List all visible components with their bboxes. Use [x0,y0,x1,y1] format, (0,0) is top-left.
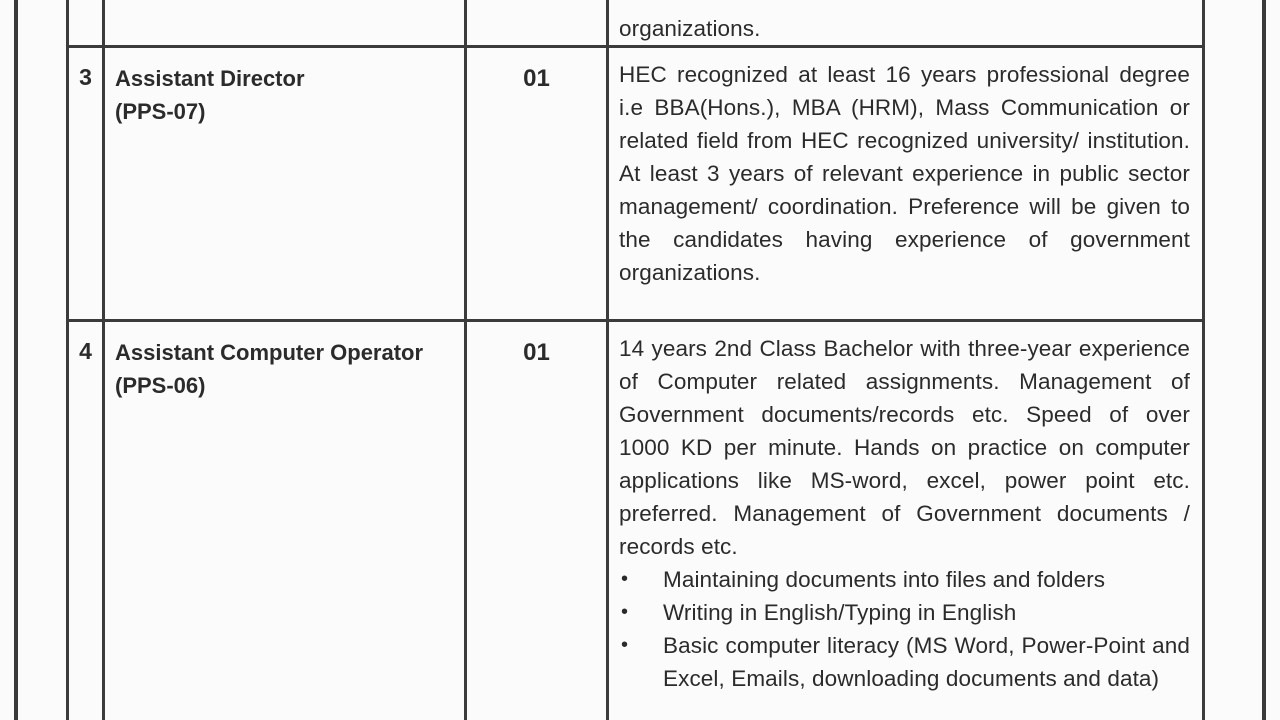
post-title: Assistant Computer Operator [115,340,424,365]
qualification-text: 14 years 2nd Class Bachelor with three-year experience of Computer related assignments. Management of Government documents/records etc. Speed of over 1000 KD per minute. Hands on practice on computer applications like MS-word, excel, power point etc. preferred. Management of Government documents / records etc. [619,336,1190,559]
qualification-cell [608,321,1204,720]
list-item: • Writing in English/Typing in English [663,596,1190,629]
post-scale: (PPS-07) [115,99,206,124]
table-row-previous [68,0,1204,47]
list-item: • Basic computer literacy (MS Word, Power-Point and Excel, Emails, downloading documents and data) [663,629,1190,695]
post-count: 01 [466,47,608,321]
job-positions-table [66,0,1205,720]
post-scale: (PPS-06) [115,373,206,398]
post-count: 01 [466,321,608,720]
post-title: Assistant Director [115,66,305,91]
qualification-text: organizations. [619,16,761,41]
page-border-left [14,0,18,720]
table-row-assistant-director [68,47,1204,321]
qualification-cell [608,47,1204,321]
post-name-cell [104,47,466,321]
qualification-cell [608,0,1204,47]
post-count-cell [466,0,608,47]
serial-number: 4 [68,321,104,720]
list-item: • Maintaining documents into files and folders [663,563,1190,596]
post-name-cell [104,0,466,47]
requirements-list [619,563,1190,695]
post-name-cell [104,321,466,720]
serial-number-cell [68,0,104,47]
page-border-right [1262,0,1266,720]
qualification-text: HEC recognized at least 16 years professional degree i.e BBA(Hons.), MBA (HRM), Mass Communication or related field from HEC recognized university/ institution. At least 3 years of relevant experience in public sector management/ coordination. Preference will be given to the candidates having experience of government organizations. [619,62,1190,285]
table-row-assistant-computer-operator [68,321,1204,720]
job-table-container [66,0,1202,720]
serial-number: 3 [68,47,104,321]
